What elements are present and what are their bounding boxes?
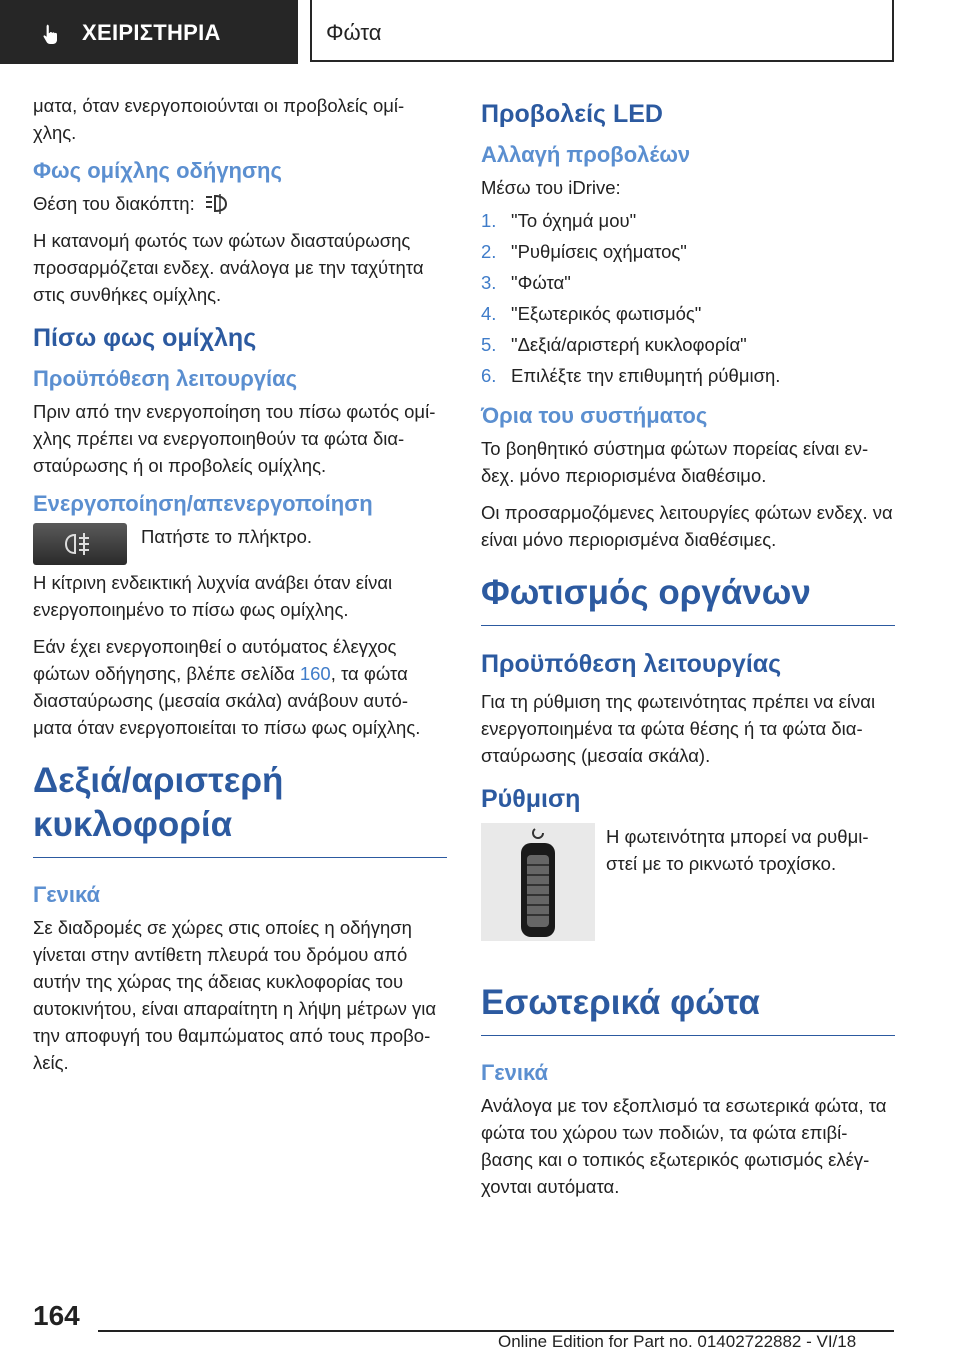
- interior-lights-heading: Εσωτερικά φώτα: [481, 981, 895, 1036]
- onoff-heading: Ενεργοποίηση/απενεργοποίηση: [33, 491, 373, 516]
- fog-light-symbol-icon: [205, 192, 229, 214]
- right-column: [481, 92, 895, 1210]
- rear-fog-precondition-heading: Προϋπόθεση λειτουργίας: [33, 366, 298, 391]
- list-item: [481, 267, 895, 298]
- distribution-text: Η κατανομή φωτός των φώτων διασταύρωσης προσαρμόζεται ενδεχ. ανάλογα με την ταχύτητα στις συνθήκες ομίχλης.: [33, 230, 424, 305]
- thumbwheel-icon: [481, 823, 595, 941]
- step-number: 4.: [481, 303, 497, 324]
- instrument-lighting-heading: Φωτισμός οργάνων: [481, 571, 895, 626]
- limits-heading: Όρια του συστήματος: [481, 403, 708, 428]
- rear-fog-heading: Πίσω φως ομίχλης: [33, 324, 257, 352]
- step-number: 2.: [481, 241, 497, 262]
- hand-pointer-icon: [40, 22, 64, 46]
- list-item: [481, 236, 895, 267]
- step-text: "Το όχημά μου": [511, 210, 637, 231]
- interior-general-heading: Γενικά: [481, 1060, 549, 1085]
- list-item: [481, 298, 895, 329]
- step-text: Επιλέξτε την επιθυμητή ρύθμιση.: [511, 365, 781, 386]
- adjust-row: [481, 823, 895, 963]
- instrument-precondition-heading: Προϋπόθεση λειτουργίας: [481, 650, 782, 678]
- auto-control-text: [33, 633, 447, 741]
- traffic-heading: Δεξιά/αριστερή κυκλοφορία: [33, 759, 447, 858]
- step-number: 3.: [481, 272, 497, 293]
- traffic-general-text: Σε διαδρομές σε χώρες στις οποίες η οδήγηση γίνεται στην αντίθετη πλευρά του δρόμου από αυτήν της χώρας της άδειας κυκλοφορίας του αυτοκινήτου, είναι απαραίτητη η λήψη μέτρων για την αποφυγή του θαμπώματος από τους προβο-λείς.: [33, 917, 437, 1073]
- rear-fog-light-icon: [33, 523, 127, 565]
- yellow-lamp-text: Η κίτρινη ενδεικτική λυχνία ανάβει όταν είναι ενεργοποιημένο το πίσω φως ομίχλης.: [33, 572, 393, 620]
- edition-text: Online Edition for Part no. 01402722882 - VI/18: [498, 1332, 857, 1351]
- rear-fog-precondition-text: Πριν από την ενεργοποίηση του πίσω φωτός ομί-χλης πρέπει να ενεργοποιηθούν τα φώτα δια-σταύρωσης ή οι προβολείς ομίχλης.: [33, 401, 436, 476]
- page-160-link[interactable]: 160: [299, 663, 331, 684]
- intro-text: ματα, όταν ενεργοποιούνται οι προβολείς ομί-χλης.: [33, 95, 405, 143]
- auto-control-text-b: , τα φώτα διασταύρωσης (μεσαία σκάλα) ανάβουν αυτό-ματα όταν ενεργοποιείται το πίσω φως ομίχλης.: [33, 663, 421, 738]
- step-text: "Εξωτερικός φωτισμός": [511, 303, 702, 324]
- header-chapter-tab: [310, 0, 894, 62]
- section-tab-label: ΧΕΙΡΙΣΤΗΡΙΑ: [82, 20, 221, 45]
- led-heading: Προβολείς LED: [481, 100, 663, 128]
- interior-general-text: Ανάλογα με τον εξοπλισμό τα εσωτερικά φώτα, τα φώτα του χώρου των ποδιών, τα φώτα επιβί-βασης και ο τοπικός εξωτερικός φωτισμός ελέγ-χονται αυτόματα.: [481, 1095, 887, 1197]
- step-text: "Ρυθμίσεις οχήματος": [511, 241, 687, 262]
- thumbwheel-image: [481, 823, 595, 941]
- step-text: "Δεξιά/αριστερή κυκλοφορία": [511, 334, 747, 355]
- switch-position-label: Θέση του διακόπτη:: [33, 193, 195, 214]
- fog-driving-heading: Φως ομίχλης οδήγησης: [33, 158, 282, 183]
- adjust-text: Η φωτεινότητα μπορεί να ρυθμι-στεί με το ρικνωτό τροχίσκο.: [606, 826, 869, 874]
- left-column: [33, 92, 447, 1086]
- change-heading: Αλλαγή προβολέων: [481, 142, 691, 167]
- traffic-general-heading: Γενικά: [33, 882, 101, 907]
- step-text: "Φώτα": [511, 272, 571, 293]
- limits-text-2: Οι προσαρμοζόμενες λειτουργίες φώτων ενδεχ. να είναι μόνο περιορισμένα διαθέσιμες.: [481, 502, 893, 550]
- step-number: 1.: [481, 210, 497, 231]
- list-item: [481, 329, 895, 360]
- step-number: 6.: [481, 365, 497, 386]
- page-number: 164: [33, 1300, 80, 1331]
- via-idrive-text: Μέσω του iDrive:: [481, 177, 621, 198]
- instrument-precondition-text: Για τη ρύθμιση της φωτεινότητας πρέπει να είναι ενεργοποιημένα τα φώτα θέσης ή τα φώτα δια-σταύρωσης (μεσαία σκάλα).: [481, 691, 876, 766]
- auto-control-text-a: Εάν έχει ενεργοποιηθεί ο αυτόματος έλεγχος φώτων οδήγησης, βλέπε σελίδα: [33, 636, 397, 684]
- header-section-tab: [0, 0, 298, 64]
- chapter-tab-label: Φώτα: [326, 20, 382, 45]
- rear-fog-button-image: [33, 523, 127, 565]
- list-item: [481, 205, 895, 236]
- steps-list: [481, 205, 895, 391]
- limits-text-1: Το βοηθητικό σύστημα φώτων πορείας είναι εν-δεχ. μόνο περιορισμένα διαθέσιμο.: [481, 438, 869, 486]
- switch-position-line: [33, 190, 447, 217]
- rear-fog-button-row: [33, 523, 447, 579]
- step-number: 5.: [481, 334, 497, 355]
- press-button-text: Πατήστε το πλήκτρο.: [141, 526, 313, 547]
- list-item: [481, 360, 895, 391]
- adjust-heading: Ρύθμιση: [481, 785, 581, 813]
